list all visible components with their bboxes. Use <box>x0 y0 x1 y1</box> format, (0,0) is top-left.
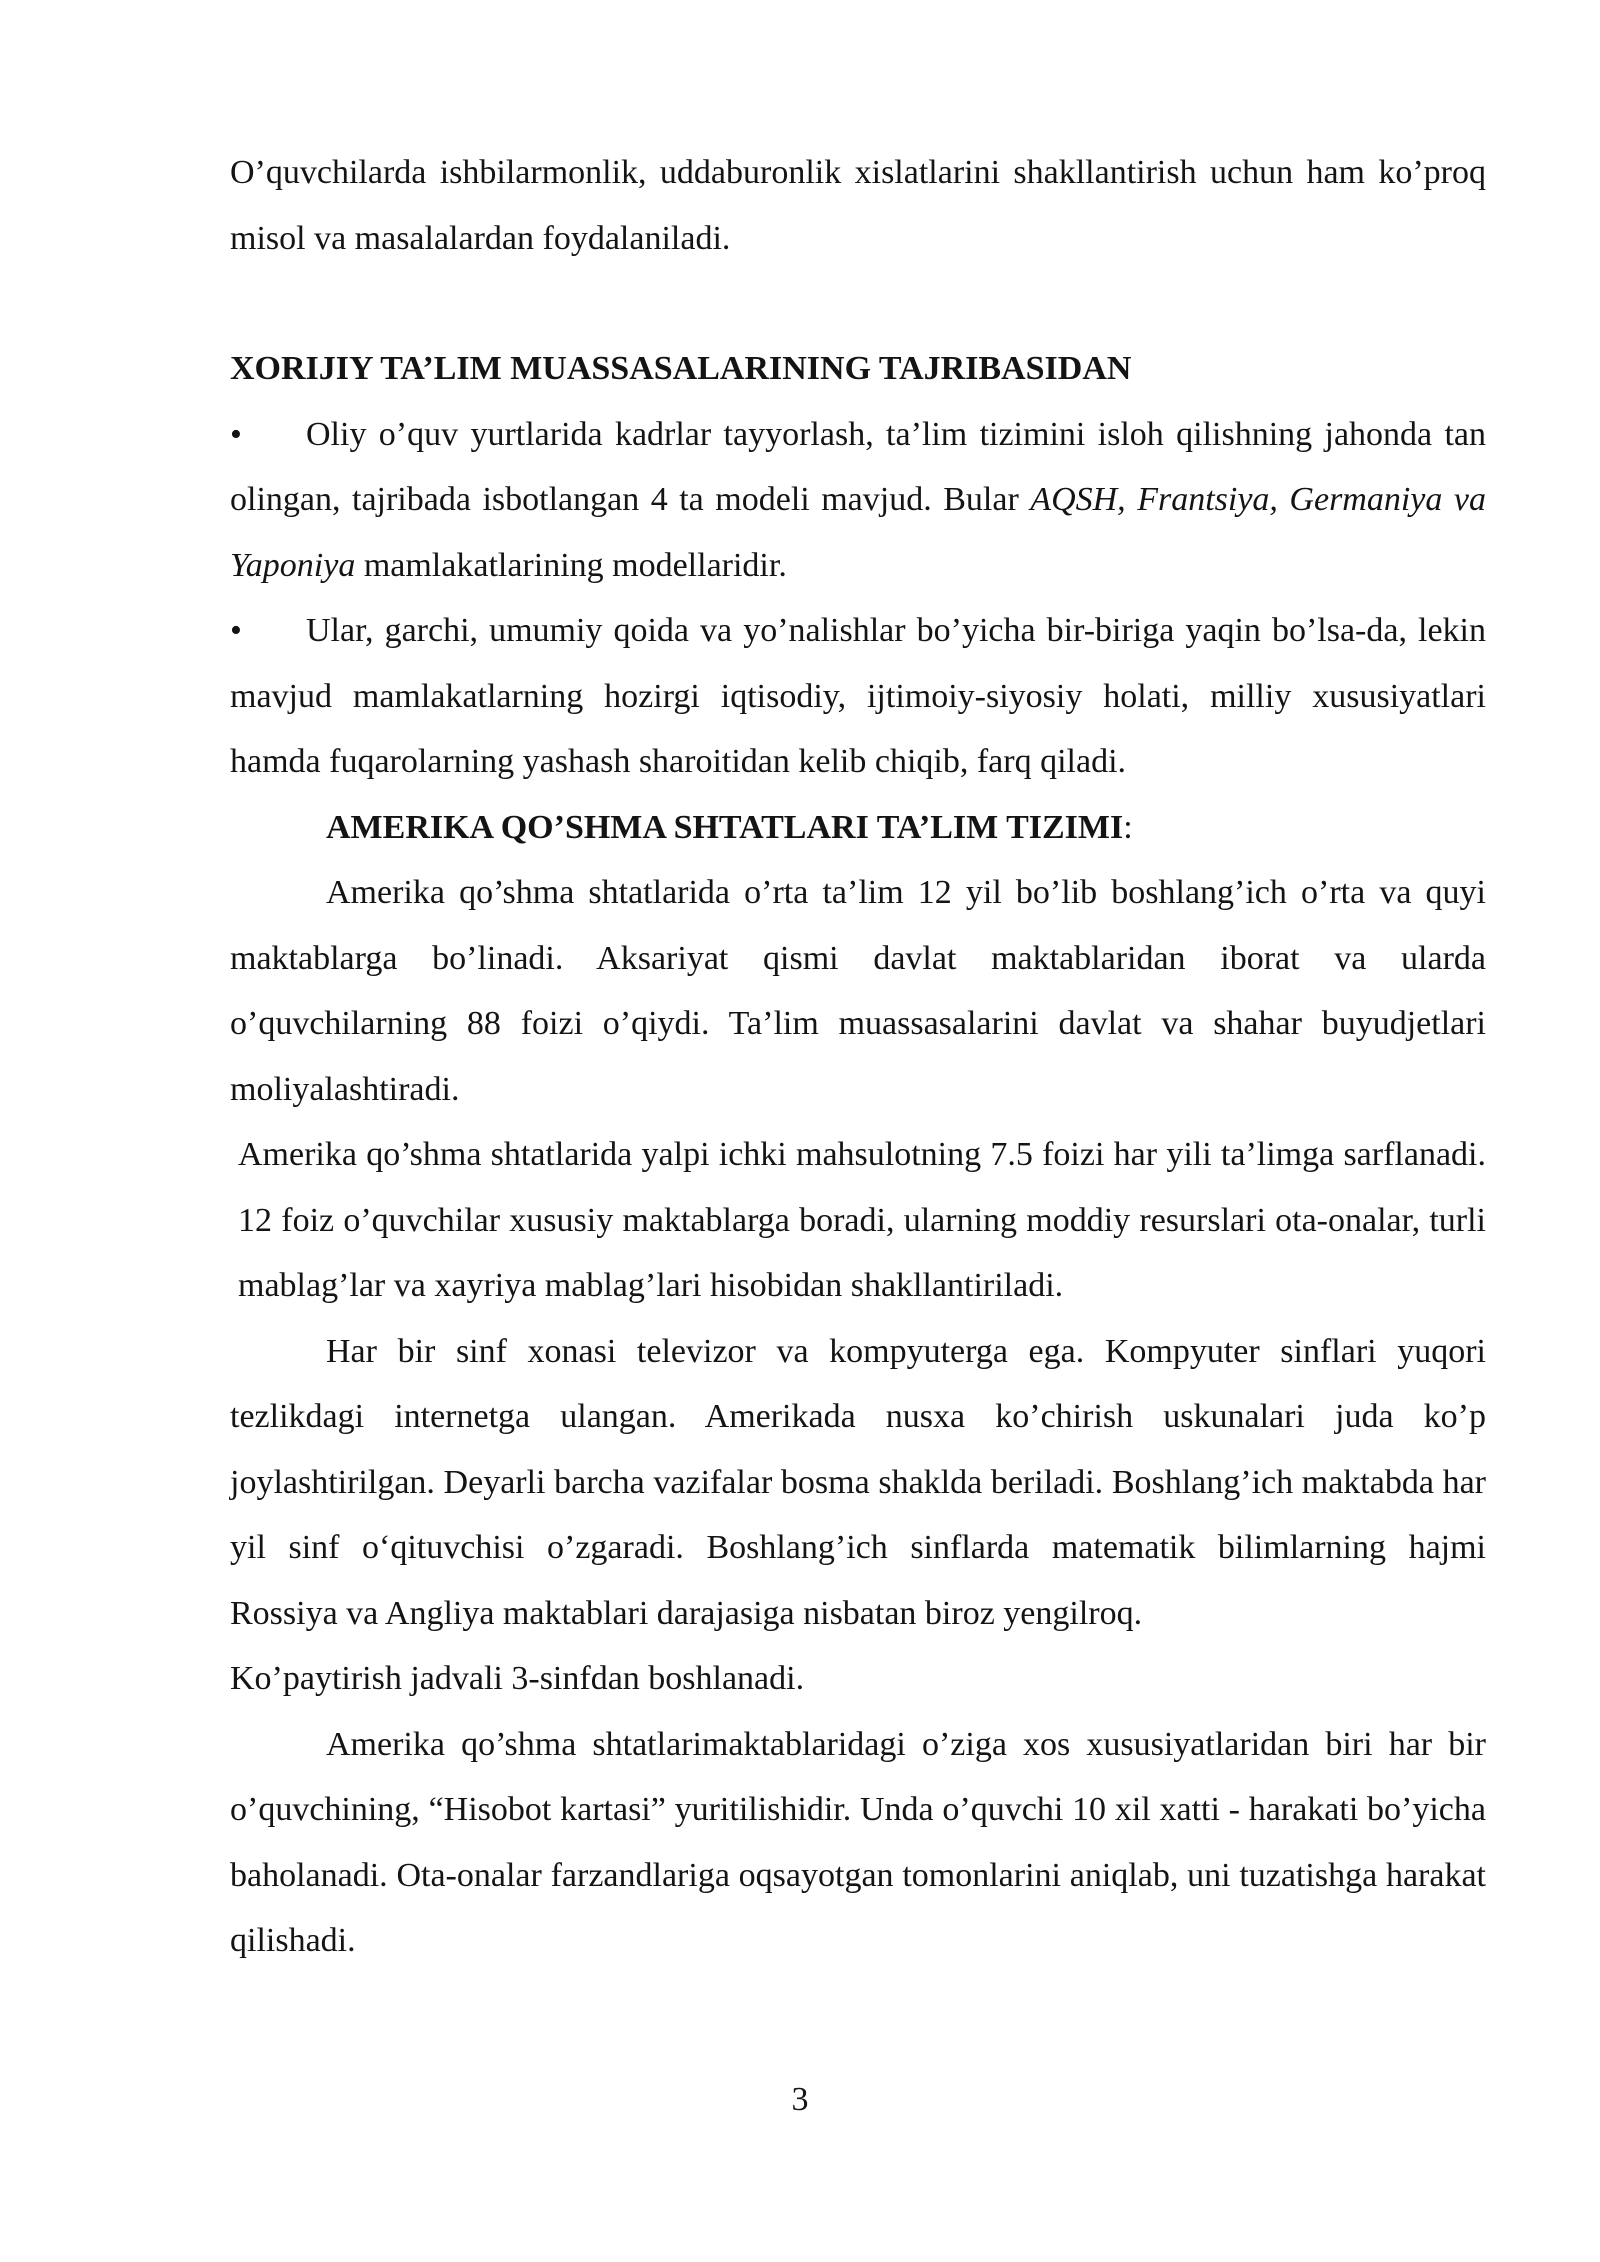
bullet-text-models-part2: mamlakatlarining modellaridir. <box>355 546 787 584</box>
bullet-item-differences: • Ular, garchi, umumiy qoida va yo’nalishlar bo’yicha bir-biriga yaqin bo’lsa-da, lekin mavjud mamlakatlarning hozirgi iqtisodiy, ijtimoiy-siyosiy holati, milliy xususiyatlari hamda fuqarolarning yashash sharoitidan kelib chiqib, farq qiladi. <box>230 598 1486 795</box>
paragraph-multiplication-table: Ko’paytirish jadvali 3-sinfdan boshlanadi. <box>230 1660 805 1697</box>
bullet-text-countries: AQSH, Frantsiya, Germaniya va Yaponiya <box>230 481 1486 584</box>
section-heading-usa-education <box>230 795 1486 861</box>
section-heading-colon: : <box>1123 808 1133 846</box>
paragraph-gdp-spending: Amerika qo’shma shtatlarida yalpi ichki mahsulotning 7.5 foizi har yili ta’limga sarflanadi. 12 foiz o’quvchilar xususiy maktablarga boradi, ularning moddiy resurslari ota-onalar, turli mablag’lar va xayriya mablag’lari hisobidan shakllantiriladi. <box>238 1136 1486 1304</box>
paragraph-report-card: Amerika qo’shma shtatlarimaktablaridagi o’ziga xos xususiyatlaridan biri har bir o’quvchining, “Hisobot kartasi” yuritilishidir. Unda o’quvchi 10 xil xatti - harakati bo’yicha baholanadi. Ota-onalar farzandlariga oqsayotgan tomonlarini aniqlab, uni tuzatishga harakat qilishadi. <box>230 1725 1486 1959</box>
document-page <box>230 140 1486 1974</box>
bullet-text-differences: Ular, garchi, umumiy qoida va yo’nalishlar bo’yicha bir-biriga yaqin bo’lsa-da, lekin mavjud mamlakatlarning hozirgi iqtisodiy, ijtimoiy-siyosiy holati, milliy xususiyatlari hamda fuqarolarning yashash sharoitidan kelib chiqib, farq qiladi. <box>230 612 1486 780</box>
section-heading-usa-text: AMERIKA QO’SHMA SHTATLARI TA’LIM TIZIMI <box>326 808 1124 846</box>
bullet-item-models: • Oliy o’quv yurtlarida kadrlar tayyorlash, ta’lim tizimini isloh qilishning jahonda tan olingan, tajribada isbotlangan 4 ta modeli mavjud. Bular AQSH, Frantsiya, Germaniya va Yaponiya mamlakatlarining modellaridir. <box>230 402 1486 599</box>
paragraph-secondary-education: Amerika qo’shma shtatlarida o’rta ta’lim 12 yil bo’lib boshlang’ich o’rta va quyi maktablarga bo’linadi. Aksariyat qismi davlat maktablaridan iborat va ularda o’quvchilarning 88 foizi o’qiydi. Ta’lim muassasalarini davlat va shahar buyudjetlari moliyalashtiradi. <box>230 874 1486 1108</box>
bullet-text-models-part1: Oliy o’quv yurtlarida kadrlar tayyorlash, ta’lim tizimini isloh qilishning jahonda tan olingan, tajribada isbotlangan 4 ta modeli mavjud. Bular <box>230 415 1486 518</box>
paragraph-classroom-equipment: Har bir sinf xonasi televizor va kompyuterga ega. Kompyuter sinflari yuqori tezlikdagi internetga ulangan. Amerikada nusxa ko’chirish uskunalari juda ko’p joylashtirilgan. Deyarli barcha vazifalar bosma shaklda beriladi. Boshlang’ich maktabda har yil sinf o‘qituvchisi o’zgaradi. Boshlang’ich sinflarda matematik bilimlarning hajmi Rossiya va Angliya maktablari darajasiga nisbatan biroz yengilroq. <box>230 1332 1486 1632</box>
section-heading-foreign-experience: XORIJIY TA’LIM MUASSASALARINING TAJRIBASIDAN <box>230 350 1132 387</box>
bullet-text-models <box>230 402 1486 599</box>
page-number: 3 <box>791 2081 809 2118</box>
intro-paragraph: O’quvchilarda ishbilarmonlik, uddaburonlik xislatlarini shakllantirish uchun ham ko’proq misol va masalalardan foydalaniladi. <box>230 154 1486 257</box>
